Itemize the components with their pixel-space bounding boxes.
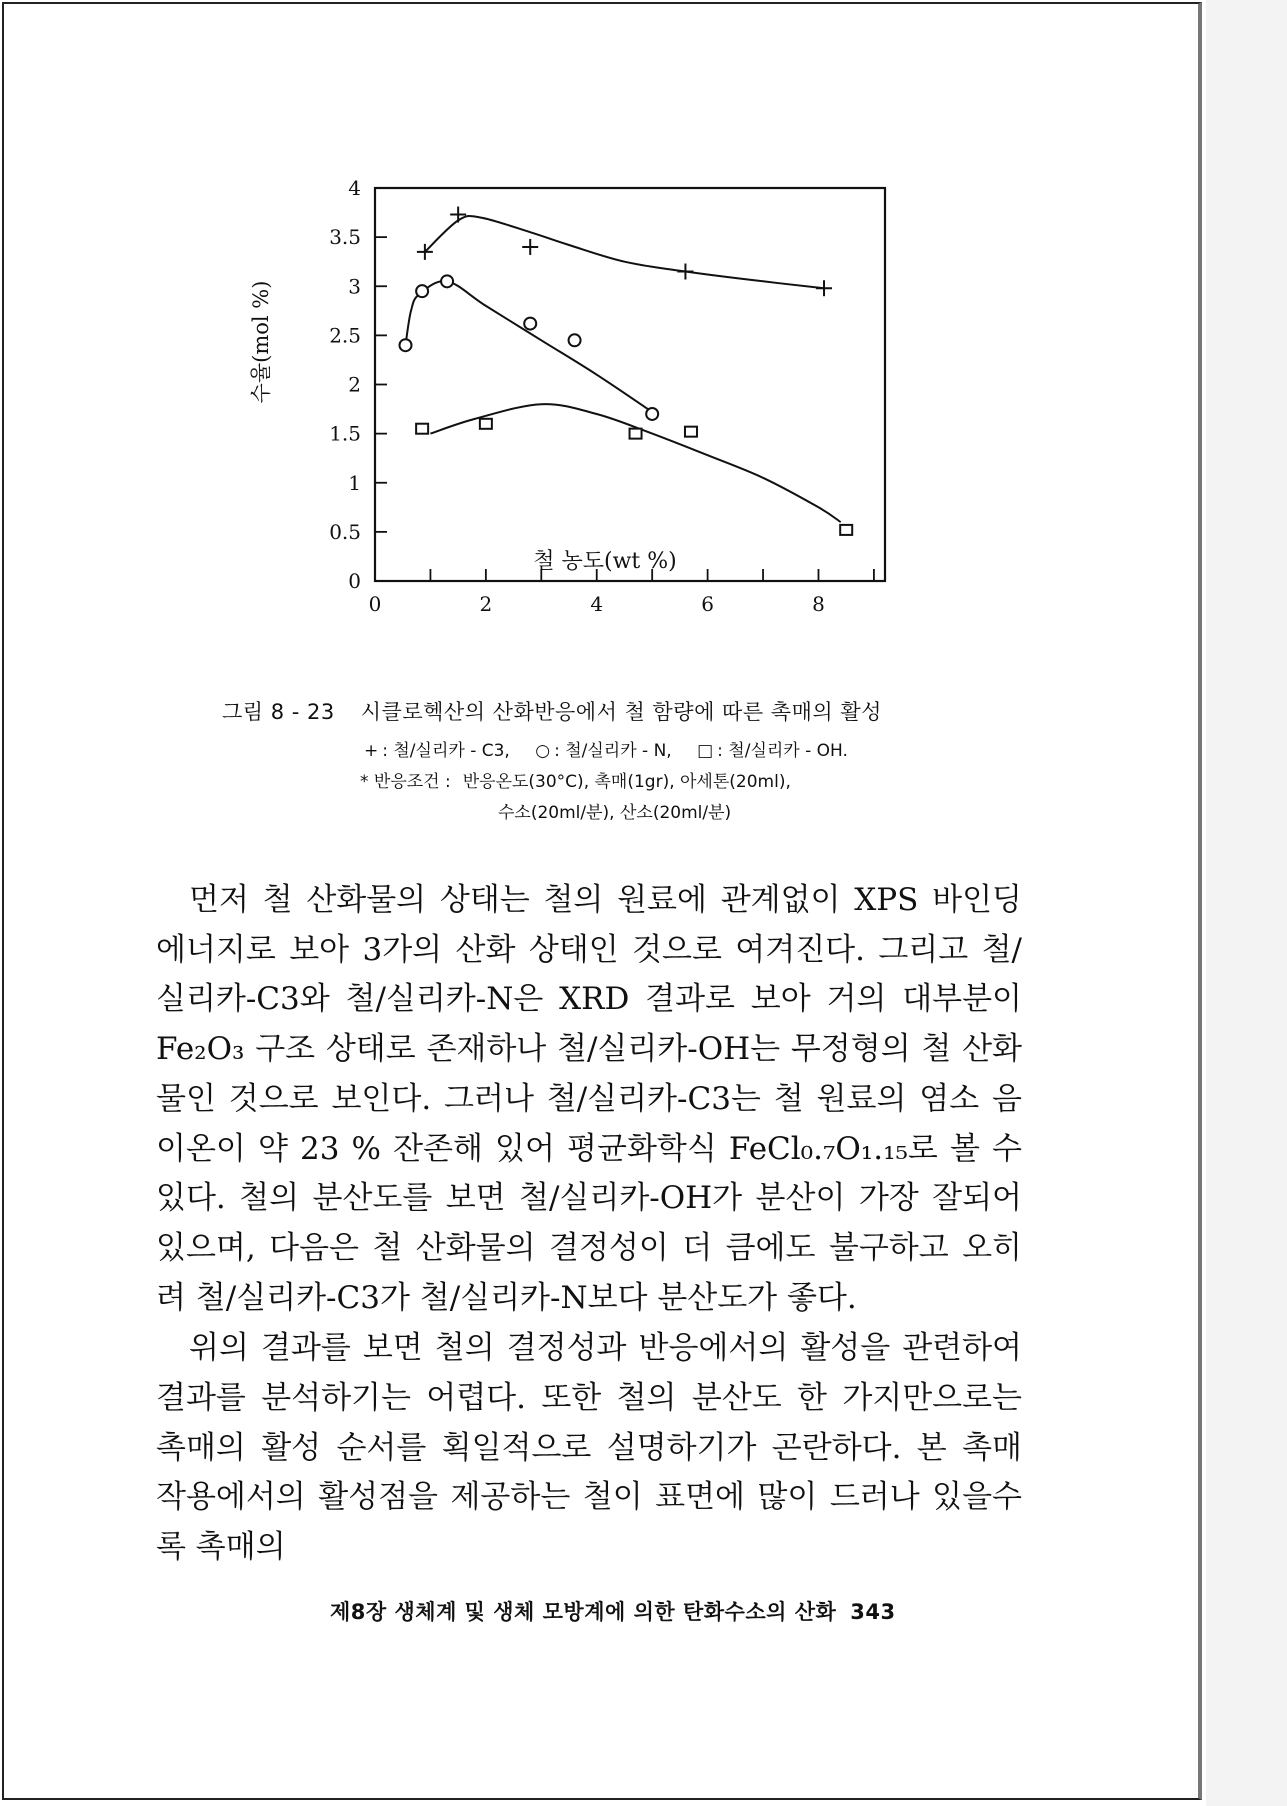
data-point-square (840, 525, 852, 535)
x-tick-label: 8 (812, 592, 825, 616)
data-point-circle (569, 334, 581, 346)
data-point-plus (677, 264, 693, 280)
legend-label-c3: : 철/실리카 - C3, (382, 741, 510, 761)
legend-item-oh (697, 741, 848, 761)
y-tick-label: 2 (348, 372, 361, 397)
figure-number: 그림 8 - 23 (222, 700, 335, 724)
data-point-plus (522, 239, 538, 255)
series-line-2 (406, 281, 653, 412)
y-tick-label: 3.5 (329, 225, 361, 250)
y-tick-label: 0 (348, 569, 361, 593)
page-number: 343 (850, 1600, 896, 1624)
x-tick-label: 6 (701, 592, 714, 616)
paragraph-2: 위의 결과를 보면 철의 결정성과 반응에서의 활성을 관련하여 결과를 분석하기는 어렵다. 또한 철의 분산도 한 가지만으로는 촉매의 활성 순서를 획일적으로 설명하기가 곤란하다. 본 촉매 작용에서의 활성점을 제공하는 철이 표면에 많이 드러나 있을수록 촉매의 (156, 1330, 1022, 1566)
chart-curves (406, 216, 841, 522)
figure-chart (249, 160, 910, 670)
data-point-circle (416, 285, 428, 297)
data-point-circle (399, 339, 411, 351)
data-point-circle (524, 318, 536, 330)
legend-symbol-square: □ (697, 741, 714, 761)
legend-label-n: : 철/실리카 - N, (554, 741, 672, 761)
legend-symbol-circle: ○ (535, 741, 551, 761)
data-point-square (416, 424, 428, 434)
chart-axes (375, 188, 885, 581)
chart-markers (399, 207, 852, 535)
legend-item-n (535, 741, 671, 761)
data-point-circle (441, 275, 453, 287)
caption-conditions (222, 767, 1082, 792)
y-tick-label: 1.5 (329, 421, 361, 446)
y-tick-label: 2.5 (329, 323, 361, 348)
y-tick-label: 0.5 (329, 519, 361, 544)
caption-conditions-2 (222, 798, 1082, 823)
data-point-plus (816, 280, 832, 296)
conditions-line-2: 수소(20ml/분), 산소(20ml/분) (498, 803, 732, 823)
figure-title: 시클로헥산의 산화반응에서 철 함량에 따른 촉매의 활성 (360, 700, 882, 724)
plot-frame (375, 188, 885, 581)
figure-caption (222, 696, 1082, 823)
data-point-square (480, 419, 492, 429)
running-footer (330, 1596, 1030, 1626)
chapter-title: 제8장 생체계 및 생체 모방계에 의한 탄화수소의 산화 (330, 1600, 837, 1624)
x-axis-label: 철 농도(wt %) (533, 549, 677, 574)
legend-symbol-plus: + (364, 741, 379, 761)
series-line-1 (425, 216, 824, 288)
viewer-background (1206, 0, 1287, 1806)
conditions-label: * 반응조건 : (360, 772, 451, 792)
x-tick-label: 4 (590, 592, 604, 616)
data-point-circle (646, 408, 658, 420)
data-point-square (630, 429, 642, 439)
x-tick-label: 2 (479, 592, 493, 616)
caption-legend (222, 736, 1082, 761)
caption-title-line (222, 696, 1082, 726)
data-point-square (685, 427, 697, 437)
y-tick-label: 3 (348, 274, 361, 299)
data-point-plus (450, 207, 466, 223)
body-text (156, 876, 1022, 1573)
legend-item-c3 (364, 741, 510, 761)
paragraph-1: 먼저 철 산화물의 상태는 철의 원료에 관계없이 XPS 바인딩 에너지로 보아 3가의 산화 상태인 것으로 여겨진다. 그리고 철/실리카-C3와 철/실리카-N은 XRD 결과로 보아 거의 대부분이 Fe₂O₃ 구조 상태로 존재하나 철/실리카-OH는 무정형의 철 산화물인 것으로 보인다. 그러나 철/실리카-C3는 철 원료의 염소 음이온이 약 23 % 잔존해 있어 평균화학식 FeCl₀.₇O₁.₁₅로 볼 수 있다. 철의 분산도를 보면 철/실리카-OH가 분산이 가장 잘되어 있으며, 다음은 철 산화물의 결정성이 더 큼에도 불구하고 오히려 철/실리카-C3가 철/실리카-N보다 분산도가 좋다. (156, 882, 1022, 1316)
x-tick-label: 0 (368, 592, 382, 616)
y-axis-label: 수율(mol %) (249, 280, 273, 404)
y-tick-label: 1 (348, 470, 361, 495)
y-tick-label: 4 (348, 176, 361, 200)
legend-label-oh: : 철/실리카 - OH. (717, 741, 848, 761)
chart-svg (249, 160, 910, 670)
conditions-line-1: 반응온도(30°C), 촉매(1gr), 아세톤(20ml), (462, 772, 791, 792)
